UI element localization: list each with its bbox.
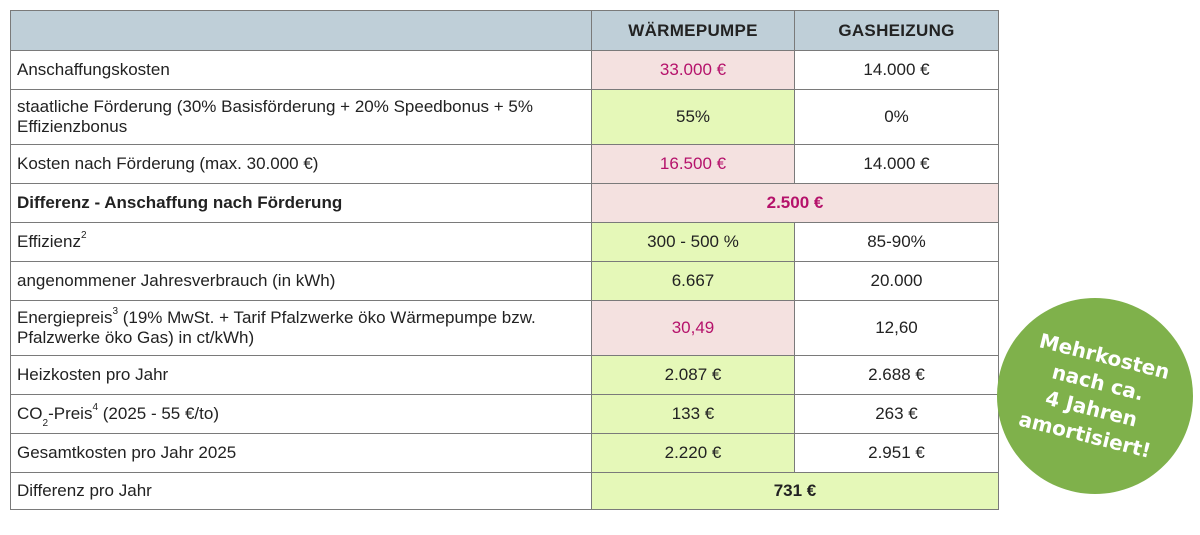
row-label: Kosten nach Förderung (max. 30.000 €) (11, 145, 592, 184)
cell-gasheizung: 85-90% (795, 223, 999, 262)
row-label-text-rest: (19% MwSt. + Tarif Pfalzwerke öko Wärmepumpe bzw. Pfalzwerke öko Gas) in ct/kWh) (17, 308, 536, 347)
row-jahresverbrauch (11, 262, 999, 301)
row-anschaffungskosten (11, 51, 999, 90)
row-gesamtkosten (11, 434, 999, 473)
cell-waermepumpe: 133 € (592, 395, 795, 434)
row-kosten-nach-foerderung (11, 145, 999, 184)
subscript: 2 (42, 418, 49, 430)
comparison-table (10, 10, 999, 510)
row-label: Differenz pro Jahr (11, 473, 592, 510)
cell-waermepumpe: 33.000 € (592, 51, 795, 90)
amortization-badge (997, 298, 1193, 494)
row-label-text: Effizienz (17, 232, 81, 251)
header-empty (11, 11, 592, 51)
row-effizienz (11, 223, 999, 262)
row-label (11, 223, 592, 262)
row-foerderung (11, 90, 999, 145)
cell-waermepumpe: 2.087 € (592, 356, 795, 395)
cell-differenz-anschaffung: 2.500 € (592, 184, 999, 223)
cell-waermepumpe: 6.667 (592, 262, 795, 301)
cell-gasheizung: 12,60 (795, 301, 999, 356)
header-waermepumpe: WÄRMEPUMPE (592, 11, 795, 51)
cell-differenz-jahr: 731 € (592, 473, 999, 510)
cell-gasheizung: 2.688 € (795, 356, 999, 395)
row-energiepreis (11, 301, 999, 356)
header-gasheizung: GASHEIZUNG (795, 11, 999, 51)
row-label: Differenz - Anschaffung nach Förderung (11, 184, 592, 223)
cell-gasheizung: 2.951 € (795, 434, 999, 473)
row-label: Heizkosten pro Jahr (11, 356, 592, 395)
cell-gasheizung: 263 € (795, 395, 999, 434)
row-label-text: CO (17, 404, 43, 423)
cell-waermepumpe: 55% (592, 90, 795, 145)
row-label: Anschaffungskosten (11, 51, 592, 90)
footnote-marker: 4 (92, 402, 99, 414)
row-differenz-anschaffung (11, 184, 999, 223)
row-label (11, 395, 592, 434)
table-header-row (11, 11, 999, 51)
cell-waermepumpe: 2.220 € (592, 434, 795, 473)
row-heizkosten (11, 356, 999, 395)
row-label: angenommener Jahresverbrauch (in kWh) (11, 262, 592, 301)
cell-waermepumpe: 30,49 (592, 301, 795, 356)
cell-gasheizung: 14.000 € (795, 51, 999, 90)
row-co2-preis (11, 395, 999, 434)
footnote-marker: 2 (80, 230, 87, 242)
cell-gasheizung: 0% (795, 90, 999, 145)
cell-gasheizung: 20.000 (795, 262, 999, 301)
cell-waermepumpe: 16.500 € (592, 145, 795, 184)
row-label-text-mid: -Preis (48, 404, 93, 423)
badge-text: Mehrkosten nach ca. 4 Jahren amortisiert! (1016, 328, 1173, 463)
row-differenz-jahr (11, 473, 999, 510)
cell-waermepumpe: 300 - 500 % (592, 223, 795, 262)
footnote-marker: 3 (112, 306, 119, 318)
row-label-text: Energiepreis (17, 308, 113, 327)
row-label: Gesamtkosten pro Jahr 2025 (11, 434, 592, 473)
cell-gasheizung: 14.000 € (795, 145, 999, 184)
row-label (11, 301, 592, 356)
row-label: staatliche Förderung (30% Basisförderung + 20% Speedbonus + 5% Effizienzbonus (11, 90, 592, 145)
row-label-text-rest: (2025 - 55 €/to) (98, 404, 219, 423)
